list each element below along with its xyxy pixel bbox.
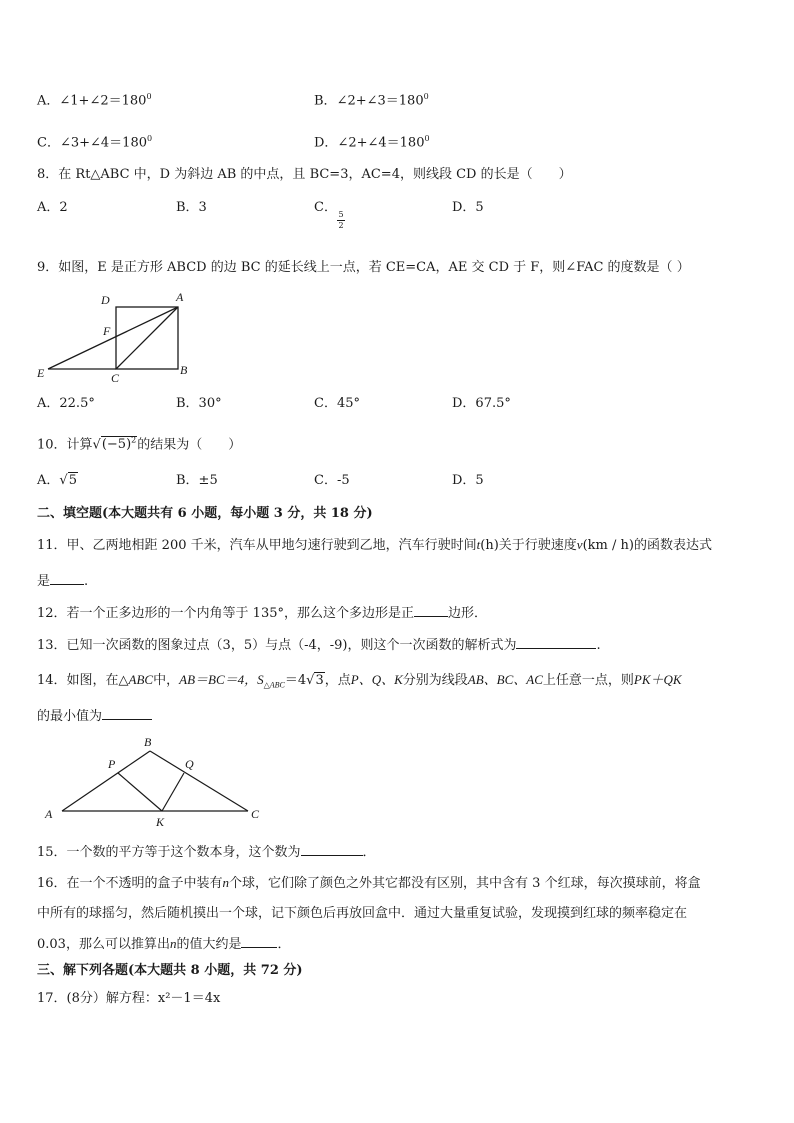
label-c: C [111,371,120,385]
q7-option-d: D．$\angle 2+\angle 4=180^0$ [314,134,430,151]
q14-line-1: 14．如图，在△ABC中，AB＝BC＝4，$S_{\triangle ABC}=4√3$，点P、Q、K分别为线段AB、BC、AC上任意一点，则PK＋QK [37,672,682,690]
q14-line-2: 的最小值为 [37,707,152,726]
q8-option-d: D．5 [452,200,484,215]
sqrt-expression: $√(-5)^2$ [92,436,137,453]
q13-answer-blank [516,636,596,649]
q9-figure [30,285,200,385]
label-q: Q [185,757,194,771]
q7-option-c: C．$\angle 3+\angle 4=180^0$ [37,134,153,151]
q8-option-c-fraction: 5 2 [338,210,344,230]
q16-line-1: 16．在一个不透明的盒子中装有n个球，它们除了颜色之外其它都没有区别，其中含有 3 个红球，每次摸球前，将盒 [37,875,701,891]
label-b: B [144,735,152,749]
section-2-heading: 二、填空题(本大题共有 6 小题，每小题 3 分，共 18 分) [37,506,373,521]
label-a: A [45,807,53,821]
q10-option-a: A．√5 [37,473,77,488]
q8-option-c: C． [314,200,337,215]
q14-figure [40,735,270,830]
q11-answer-blank [50,572,84,585]
label-e: E [37,366,45,380]
label-d: D [101,293,110,307]
q9-stem: 9．如图，E 是正方形 ABCD 的边 BC 的延长线上一点，若 CE=CA，AE 交 CD 于 F，则∠FAC 的度数是（ ） [37,260,690,275]
q10-stem: 10．计算$√(-5)^2$的结果为（ ） [37,432,241,454]
q11-line-1: 11．甲、乙两地相距 200 千米，汽车从甲地匀速行驶到乙地，汽车行驶时间t(h)关于行驶速度v(km / h)的函数表达式 [37,537,712,553]
label-k: K [156,815,165,829]
label-a: A [176,290,184,304]
diagonal-ac [116,307,178,369]
q10-option-b: B．±5 [176,473,218,488]
label-b: B [180,363,188,377]
q13: 13．已知一次函数的图象过点（3，5）与点（-4，-9)，则这个一次函数的解析式为 . [37,638,601,653]
q10-option-c: C．-5 [314,473,350,488]
q9-option-c: C．45° [314,396,360,411]
section-3-heading: 三、解下列各题(本大题共 8 小题，共 72 分) [37,963,303,978]
label-p: P [108,757,116,771]
segment-qk [162,773,184,811]
q11-line-2: 是 . [37,574,89,589]
label-f: F [103,324,111,338]
q10-option-d: D．5 [452,473,484,488]
segment-ab [62,751,150,811]
q9-option-b: B．30° [176,396,222,411]
q8-option-b: B．3 [176,200,207,215]
q16-answer-blank [241,935,277,948]
q9-option-d: D．67.5° [452,396,511,411]
q12: 12．若一个正多边形的一个内角等于 135°，那么这个多边形是正 边形． [37,606,488,621]
label-c: C [251,807,260,821]
q12-answer-blank [414,604,448,617]
q7-option-b: B．$\angle 2+\angle 3=180^0$ [314,92,429,109]
q15-answer-blank [301,843,363,856]
q16-line-3: 0.03，那么可以推算出n的值大约是 ． [37,936,291,952]
q8-stem: 8．在 Rt△ABC 中，D 为斜边 AB 的中点，且 BC=3，AC=4，则线段 CD 的长是（ ） [37,167,572,182]
q16-line-2: 中所有的球摇匀，然后随机摸出一个球，记下颜色后再放回盒中．通过大量重复试验，发现摸到红球的频率稳定在 [37,906,688,921]
q7-option-a: A．$\angle 1+\angle 2=180^0$ [37,92,152,109]
q15: 15．一个数的平方等于这个数本身，这个数为 ． [37,845,376,860]
q9-option-a: A．22.5° [37,396,95,411]
segment-pk [118,773,162,811]
line-ae [48,307,178,369]
segment-bc [150,751,248,811]
q8-option-a: A．2 [37,200,68,215]
q14-answer-blank [102,707,152,720]
q17: 17．(8分）解方程：x²－1＝4x [37,991,221,1006]
